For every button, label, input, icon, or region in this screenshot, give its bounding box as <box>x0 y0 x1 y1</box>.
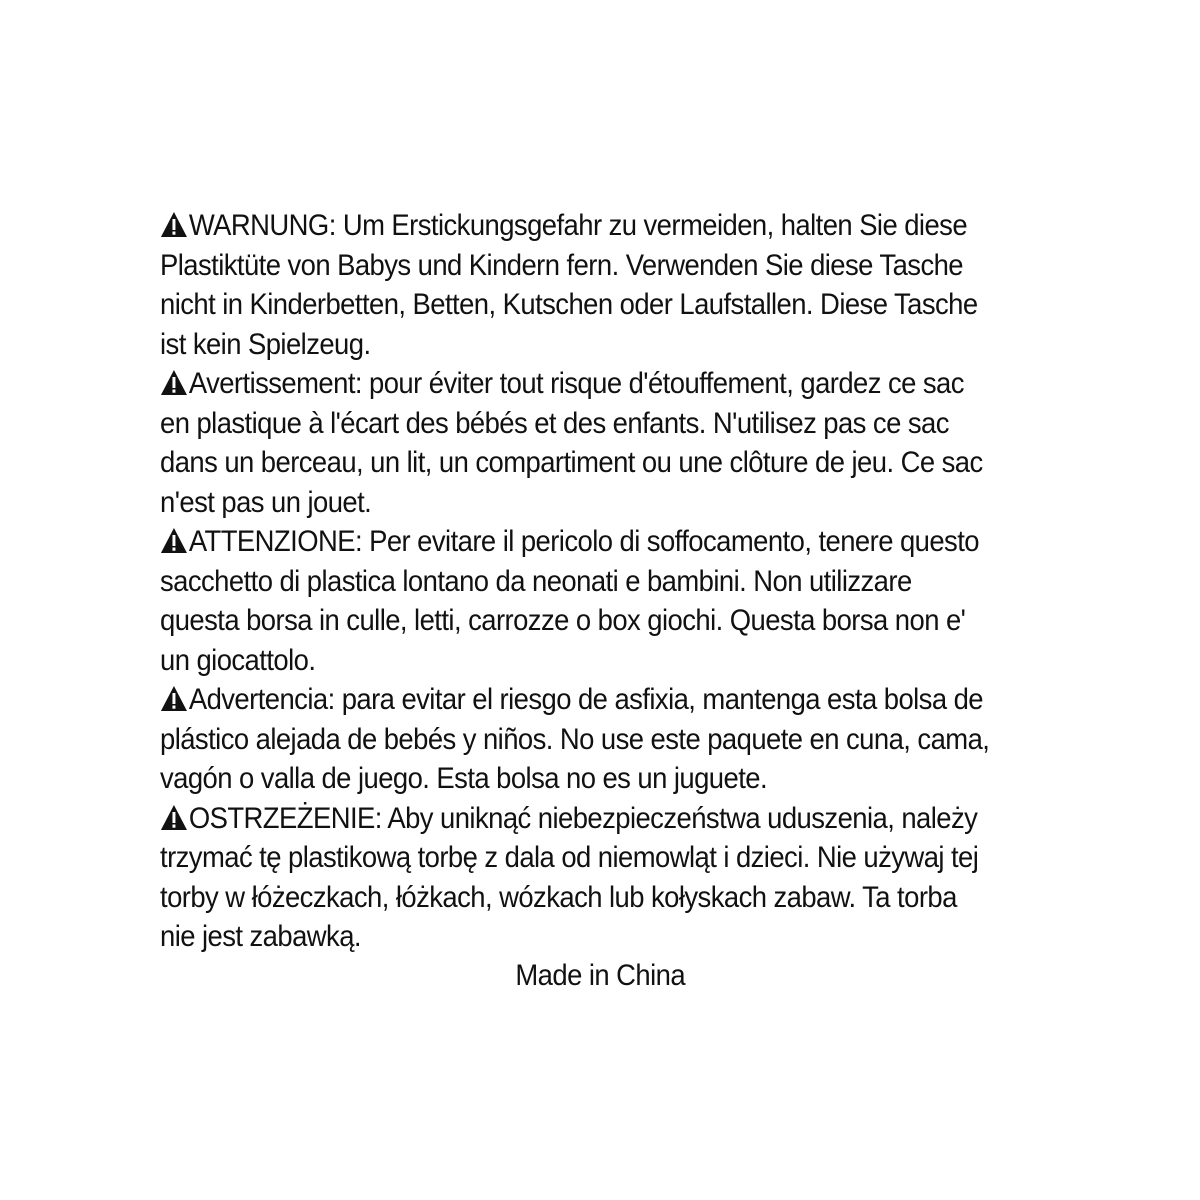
warning-line: nie jest zabawką. <box>160 920 361 953</box>
warning-line: ist kein Spielzeug. <box>160 327 371 361</box>
warning-line: OSTRZEŻENIE: Aby uniknąć niebezpieczeństwa uduszenia, należy <box>188 801 978 835</box>
warning-line: Advertencia: para evitar el riesgo de asfixia, mantenga esta bolsa de <box>188 683 984 716</box>
warning-triangle-icon <box>160 211 188 238</box>
warning-line: WARNUNG: Um Erstickungsgefahr zu vermeiden, halten Sie diese <box>188 209 968 242</box>
warning-triangle-icon <box>160 804 188 831</box>
warning-line: sacchetto di plastica lontano da neonati e bambini. Non utilizzare <box>160 564 912 598</box>
warning-paragraph-german <box>160 206 1060 364</box>
warning-line: plástico alejada de bebés y niños. No use este paquete en cuna, cama, <box>160 722 990 756</box>
warning-line: ATTENZIONE: Per evitare il pericolo di soffocamento, tenere questo <box>188 525 979 558</box>
warning-triangle-icon <box>160 527 188 554</box>
warning-line: en plastique à l'écart des bébés et des enfants. N'utilisez pas ce sac <box>160 406 949 440</box>
warning-line: Plastiktüte von Babys und Kindern fern. Verwenden Sie diese Tasche <box>160 248 964 282</box>
warning-triangle-icon <box>160 369 188 396</box>
warning-line: dans un berceau, un lit, un compartiment ou une clôture de jeu. Ce sac <box>160 446 983 479</box>
warning-line: questa borsa in culle, letti, carrozze o box giochi. Questa borsa non e' <box>160 604 966 637</box>
made-in-footer <box>0 956 1200 996</box>
warning-line: nicht in Kinderbetten, Betten, Kutschen oder Laufstallen. Diese Tasche <box>160 288 978 321</box>
warning-line: n'est pas un jouet. <box>160 485 372 519</box>
warning-line: un giocattolo. <box>160 643 316 677</box>
warning-label-document <box>160 206 1060 957</box>
warning-paragraph-french <box>160 364 1060 522</box>
warning-paragraph-spanish <box>160 680 1060 799</box>
warning-line: Avertissement: pour éviter tout risque d'étouffement, gardez ce sac <box>188 367 964 400</box>
origin-text: Made in China <box>515 959 685 992</box>
warning-line: torby w łóżeczkach, łóżkach, wózkach lub kołyskach zabaw. Ta torba <box>160 880 957 914</box>
warning-line: trzymać tę plastikową torbę z dala od niemowląt i dzieci. Nie używaj tej <box>160 841 979 874</box>
warning-paragraph-polish <box>160 799 1060 957</box>
warning-line: vagón o valla de juego. Esta bolsa no es un juguete. <box>160 762 768 795</box>
warning-paragraph-italian <box>160 522 1060 680</box>
warning-triangle-icon <box>160 685 188 712</box>
